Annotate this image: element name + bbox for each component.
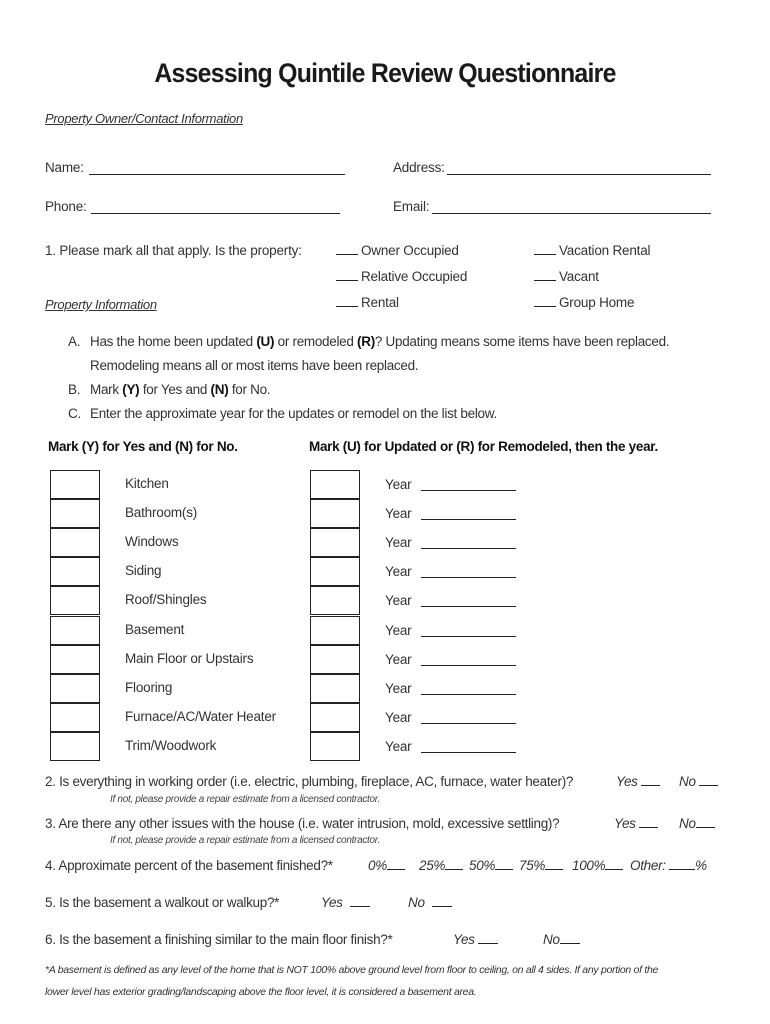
q3-yes[interactable] — [614, 816, 661, 831]
q6-yes-blank[interactable] — [478, 932, 498, 944]
ur-box[interactable] — [310, 674, 360, 703]
item-label: Bathroom(s) — [125, 505, 198, 520]
col-left-heading: Mark (Y) for Yes and (N) for No. — [48, 439, 238, 454]
item-label: Furnace/AC/Water Heater — [125, 709, 276, 724]
q4-option-other[interactable] — [630, 858, 707, 873]
ur-box[interactable] — [310, 586, 360, 615]
vacation-rental-blank[interactable] — [534, 243, 556, 255]
q4-other-label: Other: — [630, 858, 666, 873]
q2-note: If not, please provide a repair estimate from a licensed contractor. — [110, 794, 380, 805]
contact-section-heading: Property Owner/Contact Information — [45, 111, 243, 126]
year-field[interactable] — [421, 636, 516, 637]
year-field[interactable] — [421, 665, 516, 666]
property-section-heading: Property Information — [45, 297, 157, 312]
page-title: Assessing Quintile Review Questionnaire — [154, 58, 616, 88]
q2-yes-blank[interactable] — [641, 774, 660, 786]
vacant-blank[interactable] — [534, 269, 556, 281]
yn-box[interactable] — [50, 557, 100, 586]
q5-no-blank[interactable] — [432, 895, 452, 907]
item-label: Roof/Shingles — [125, 592, 207, 607]
q4-option-50-blank[interactable] — [495, 858, 513, 870]
owner-occupied-label: Owner Occupied — [361, 243, 459, 258]
q3-text: 3. Are there any other issues with the house (i.e. water intrusion, mold, excessive settling)? — [45, 816, 560, 831]
year-field[interactable] — [421, 752, 516, 753]
q4-option-25[interactable] — [419, 858, 466, 873]
q6-no[interactable] — [543, 932, 583, 947]
q4-option-50[interactable] — [469, 858, 516, 873]
footnote-line-1: *A basement is defined as any level of the home that is NOT 100% above ground level from floor to ceiling, on all 4 sides. If any portion of the — [45, 964, 659, 976]
col-right-heading: Mark (U) for Updated or (R) for Remodeled, then the year. — [309, 439, 658, 454]
year-label: Year — [385, 564, 412, 579]
footnote-line-2: lower level has exterior grading/landscaping above the floor level, it is considered a basement area. — [45, 986, 477, 998]
instruction-a: Has the home been updated (U) or remodeled (R)? Updating means some items have been replaced. — [90, 334, 670, 349]
address-field[interactable] — [447, 174, 711, 175]
rental-label: Rental — [361, 295, 399, 310]
ur-box[interactable] — [310, 499, 360, 528]
q1-option-group-home[interactable] — [534, 295, 634, 310]
item-label: Windows — [125, 534, 179, 549]
year-label: Year — [385, 652, 412, 667]
q1-option-vacation-rental[interactable] — [534, 243, 650, 258]
q6-text: 6. Is the basement a finishing similar to the main floor finish?* — [45, 932, 393, 947]
year-field[interactable] — [421, 606, 516, 607]
item-label: Kitchen — [125, 476, 169, 491]
q4-option-75-blank[interactable] — [545, 858, 563, 870]
q4-option-50-label: 50% — [469, 858, 496, 873]
year-field[interactable] — [421, 490, 516, 491]
q3-no[interactable] — [679, 816, 718, 831]
q4-other-blank[interactable] — [669, 858, 695, 870]
q3-no-blank[interactable] — [696, 816, 715, 828]
q4-option-100-label: 100% — [572, 858, 606, 873]
q3-note: If not, please provide a repair estimate from a licensed contractor. — [110, 835, 380, 846]
q3-yes-blank[interactable] — [639, 816, 658, 828]
email-label: Email: — [393, 199, 430, 214]
yn-box[interactable] — [50, 470, 100, 499]
q6-yes-label: Yes — [453, 932, 475, 947]
year-field[interactable] — [421, 694, 516, 695]
q1-option-vacant[interactable] — [534, 269, 599, 284]
ur-box[interactable] — [310, 703, 360, 732]
group-home-label: Group Home — [559, 295, 635, 310]
yn-box[interactable] — [50, 616, 100, 645]
q2-yes-label: Yes — [616, 774, 638, 789]
ur-box[interactable] — [310, 528, 360, 557]
ur-box[interactable] — [310, 470, 360, 499]
name-field[interactable] — [89, 174, 345, 175]
q5-yes-label: Yes — [321, 895, 343, 910]
q5-yes-blank[interactable] — [350, 895, 370, 907]
item-label: Flooring — [125, 680, 173, 695]
q5-no[interactable] — [408, 895, 455, 910]
q4-option-75[interactable] — [519, 858, 566, 873]
yn-box[interactable] — [50, 674, 100, 703]
year-label: Year — [385, 535, 412, 550]
yn-box[interactable] — [50, 586, 100, 615]
q2-yes[interactable] — [616, 774, 663, 789]
q4-option-0-label: 0% — [368, 858, 387, 873]
instruction-b-letter: B. — [68, 382, 81, 397]
instruction-a-line2: Remodeling means all or most items have been replaced. — [90, 358, 419, 373]
year-label: Year — [385, 739, 412, 754]
yn-box[interactable] — [50, 732, 100, 761]
q5-yes[interactable] — [321, 895, 373, 910]
ur-box[interactable] — [310, 732, 360, 761]
q4-option-100-blank[interactable] — [605, 858, 623, 870]
name-label: Name: — [45, 160, 84, 175]
q4-option-25-blank[interactable] — [445, 858, 463, 870]
vacant-label: Vacant — [559, 269, 599, 284]
year-field[interactable] — [421, 519, 516, 520]
item-label: Trim/Woodwork — [125, 738, 217, 753]
relative-occupied-blank[interactable] — [336, 269, 358, 281]
year-field[interactable] — [421, 548, 516, 549]
ur-box[interactable] — [310, 645, 360, 674]
q2-text: 2. Is everything in working order (i.e. electric, plumbing, fireplace, AC, furnace, water heater)? — [45, 774, 574, 789]
item-label: Basement — [125, 622, 185, 637]
group-home-blank[interactable] — [534, 295, 556, 307]
year-label: Year — [385, 710, 412, 725]
year-label: Year — [385, 681, 412, 696]
relative-occupied-label: Relative Occupied — [361, 269, 468, 284]
year-label: Year — [385, 623, 412, 638]
yn-box[interactable] — [50, 703, 100, 732]
year-label: Year — [385, 506, 412, 521]
q1-text: 1. Please mark all that apply. Is the property: — [45, 243, 302, 258]
phone-label: Phone: — [45, 199, 87, 214]
phone-field[interactable] — [91, 213, 340, 214]
q3-no-label: No — [679, 816, 696, 831]
year-label: Year — [385, 593, 412, 608]
q1-option-relative-occupied[interactable] — [336, 269, 467, 284]
ur-box[interactable] — [310, 557, 360, 586]
vacation-rental-label: Vacation Rental — [559, 243, 651, 258]
instruction-b: Mark (Y) for Yes and (N) for No. — [90, 382, 271, 397]
q3-yes-label: Yes — [614, 816, 636, 831]
q4-option-25-label: 25% — [419, 858, 446, 873]
yn-box[interactable] — [50, 499, 100, 528]
q6-no-label: No — [543, 932, 560, 947]
yn-box[interactable] — [50, 528, 100, 557]
item-label: Siding — [125, 563, 162, 578]
q2-no-label: No — [679, 774, 696, 789]
q4-option-75-label: 75% — [519, 858, 546, 873]
rental-blank[interactable] — [336, 295, 358, 307]
instruction-c-letter: C. — [68, 406, 81, 421]
year-label: Year — [385, 477, 412, 492]
instruction-c: Enter the approximate year for the updates or remodel on the list below. — [90, 406, 497, 421]
q5-text: 5. Is the basement a walkout or walkup?* — [45, 895, 280, 910]
year-field[interactable] — [421, 577, 516, 578]
q4-option-100[interactable] — [572, 858, 626, 873]
q2-no[interactable] — [679, 774, 721, 789]
owner-occupied-blank[interactable] — [336, 243, 358, 255]
q6-no-blank[interactable] — [560, 932, 580, 944]
q5-no-label: No — [408, 895, 425, 910]
q4-option-0[interactable] — [368, 858, 408, 873]
q1-option-rental[interactable] — [336, 295, 399, 310]
q4-text: 4. Approximate percent of the basement finished?* — [45, 858, 333, 873]
year-field[interactable] — [421, 723, 516, 724]
address-label: Address: — [393, 160, 445, 175]
instruction-a-letter: A. — [68, 334, 81, 349]
item-label: Main Floor or Upstairs — [125, 651, 254, 666]
ur-box[interactable] — [310, 616, 360, 645]
email-field[interactable] — [432, 213, 711, 214]
q4-option-0-blank[interactable] — [387, 858, 405, 870]
q6-yes[interactable] — [453, 932, 501, 947]
q2-no-blank[interactable] — [699, 774, 718, 786]
q4-pct-label: % — [695, 858, 707, 873]
yn-box[interactable] — [50, 645, 100, 674]
q1-option-owner-occupied[interactable] — [336, 243, 459, 258]
